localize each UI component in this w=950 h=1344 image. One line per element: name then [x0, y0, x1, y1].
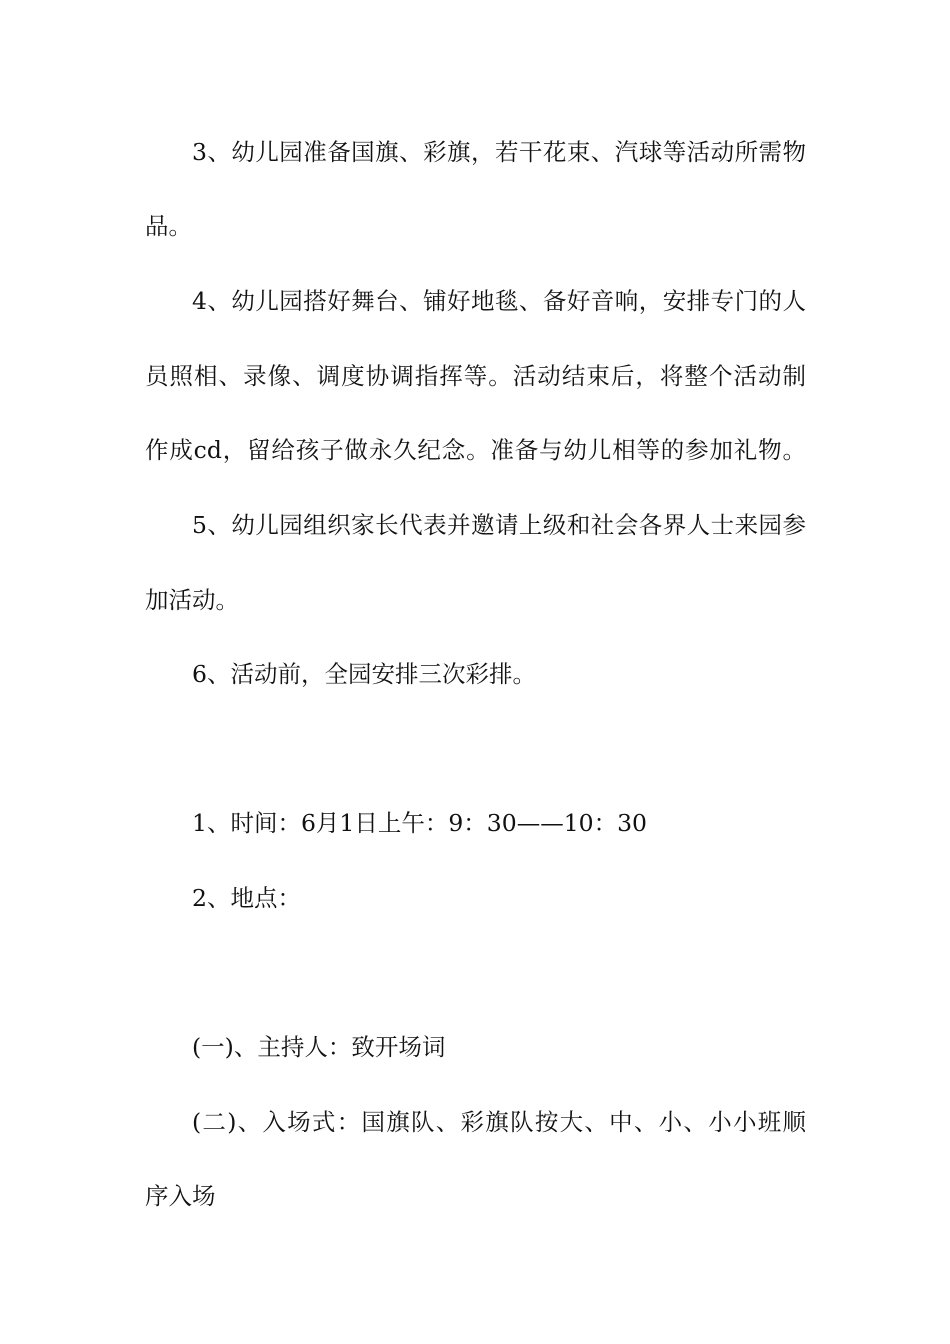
paragraph-item-3-line-1: 3、幼儿园准备国旗、彩旗，若干花束、汽球等活动所需物	[192, 138, 806, 166]
paragraph-item-4-line-1: 4、幼儿园搭好舞台、铺好地毯、备好音响，安排专门的人	[192, 287, 806, 315]
time-line: 1、时间：6月1日上午：9：30——10：30	[192, 809, 648, 837]
paragraph-item-5-line-1: 5、幼儿园组织家长代表并邀请上级和社会各界人士来园参	[192, 511, 806, 539]
section-two-entrance-line-1: (二)、入场式：国旗队、彩旗队按大、中、小、小小班顺	[192, 1108, 806, 1136]
paragraph-item-4-line-2: 员照相、录像、调度协调指挥等。活动结束后，将整个活动制	[145, 362, 806, 390]
paragraph-item-3-line-2: 品。	[145, 212, 192, 240]
paragraph-item-5-line-2: 加活动。	[145, 586, 239, 614]
paragraph-item-6: 6、活动前，全园安排三次彩排。	[192, 660, 536, 688]
section-two-entrance-line-2: 序入场	[145, 1182, 216, 1210]
location-line: 2、地点：	[192, 884, 301, 912]
paragraph-item-4-line-3: 作成cd，留给孩子做永久纪念。准备与幼儿相等的参加礼物。	[145, 436, 806, 464]
section-one-host: (一)、主持人：致开场词	[192, 1033, 446, 1061]
